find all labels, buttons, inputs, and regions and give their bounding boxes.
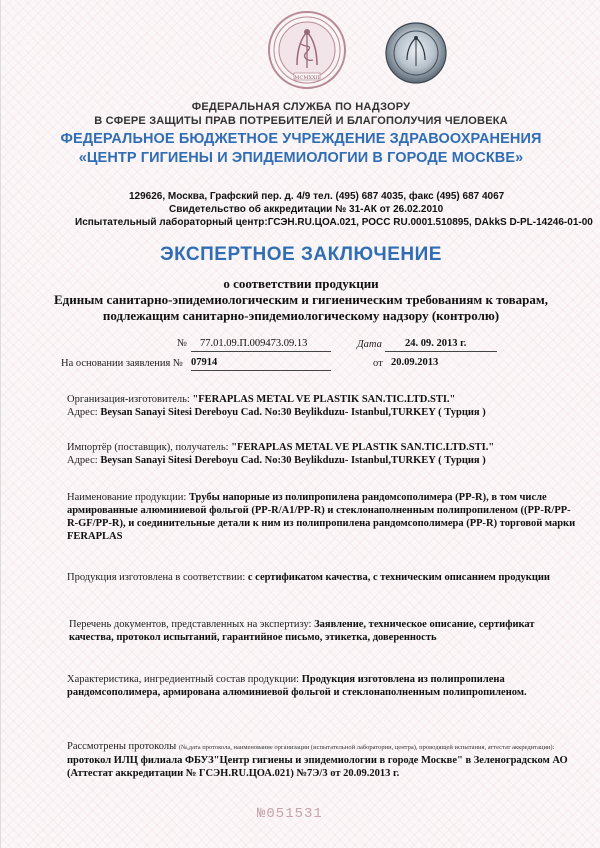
application-label: На основании заявления №	[61, 358, 183, 369]
application-date-label: от	[373, 358, 383, 369]
product-name: Трубы напорные из полипропилена рандомсополимера (PP-R), в том числе армированные алюминиевой фольгой (PP-R/A1/PP-R) и стеклонаполненным полипропиленом ((PP-R/PP-R-GF/PP-R), и соединительные детали к ним из полипропилена рандомсополимера (PP-R) торговой марки FERAPLAS	[67, 492, 576, 542]
documents-label: Перечень документов, представленных на экспертизу:	[69, 619, 312, 630]
lab-center-info: Испытательный лабораторный центр:ГСЭН.RU.ЦОА.021, РОСС RU.0001.510895, DAkkS D-PL-14246-01-00	[75, 217, 593, 228]
manufacturer-name: "FERAPLAS METAL VE PLASTIK SAN.TIC.LTD.STI."	[192, 394, 456, 405]
subtitle-line-1: о соответствии продукции	[223, 276, 379, 291]
manufactured-block	[67, 571, 577, 584]
characteristics-label: Характеристика, ингредиентный состав продукции:	[67, 674, 300, 685]
manufactured-value: с сертификатом качества, с техническим описанием продукции	[247, 572, 550, 583]
characteristics-block	[67, 673, 577, 699]
hologram-seal-icon	[385, 22, 447, 84]
organization-address: 129626, Москва, Графский пер. д. 4/9 тел. (495) 687 4035, факс (495) 687 4067	[129, 191, 505, 202]
manufacturer-label: Организация-изготовитель:	[67, 394, 190, 405]
subtitle-line-2: Единым санитарно-эпидемиологическим и гигиеническим требованиям к товарам,	[54, 292, 548, 307]
protocols-block	[67, 740, 587, 780]
documents-block	[69, 618, 579, 644]
application-number: 07914	[191, 357, 218, 368]
conclusion-number: 77.01.09.П.009473.09.13	[200, 338, 308, 349]
ministry-line-1: ФЕДЕРАЛЬНАЯ СЛУЖБА ПО НАДЗОРУ	[191, 101, 411, 113]
document-title: ЭКСПЕРТНОЕ ЗАКЛЮЧЕНИЕ	[160, 244, 442, 265]
importer-name: "FERAPLAS METAL VE PLASTIK SAN.TIC.LTD.STI."	[231, 442, 495, 453]
date-underline	[385, 351, 497, 352]
characteristics-value: Продукция изготовлена из полипропилена рандомсополимера, армирована алюминиевой фольгой и стеклонаполненным полипропиленом.	[67, 674, 527, 698]
conclusion-number-underline	[191, 351, 331, 352]
accreditation-certificate: Свидетельство об аккредитации № 31-АК от 26.02.2010	[169, 204, 444, 215]
manufacturer-address-label: Адрес:	[67, 407, 98, 418]
conclusion-number-label: №	[177, 338, 188, 349]
form-serial-number: №051531	[257, 806, 323, 822]
emblem-year-text: MCMXXII	[294, 75, 320, 81]
protocols-label: Рассмотрены протоколы	[67, 741, 177, 752]
importer-address-label: Адрес:	[67, 455, 98, 466]
importer-address: Beysan Sanayi Sitesi Dereboyu Cad. No:30 Beylikduzu- Istanbul,TURKEY ( Турция )	[100, 455, 486, 466]
product-label: Наименование продукции:	[67, 492, 187, 503]
protocols-value: протокол ИЛЦ филиала ФБУЗ"Центр гигиены и эпидемиологии в городе Москве" в Зеленоградском АО (Аттестат аккредитации № ГСЭН.RU.ЦОА.021) №7Э/3 от 20.09.2013 г.	[67, 755, 568, 779]
importer-block	[67, 441, 577, 467]
application-underline	[191, 370, 331, 371]
subtitle-line-3: подлежащим санитарно-эпидемиологическому надзору (контролю)	[102, 308, 500, 323]
organization-name-line-1: ФЕДЕРАЛЬНОЕ БЮДЖЕТНОЕ УЧРЕЖДЕНИЕ ЗДРАВООХРАНЕНИЯ	[60, 131, 542, 147]
date-label: Дата	[357, 339, 382, 350]
manufactured-label: Продукция изготовлена в соответствии:	[67, 572, 246, 583]
manufacturer-block	[67, 393, 577, 419]
protocols-note: (№,дата протокола, наименование организации (испытательной лаборатории, центра), проводящей испытания, аттестат аккредитации):	[178, 744, 555, 751]
documents-value: Заявление, техническое описание, сертификат качества, протокол испытаний, гарантийное письмо, этикетка, доверенность	[69, 619, 535, 643]
application-date: 20.09.2013	[391, 357, 439, 368]
organization-name-line-2: «ЦЕНТР ГИГИЕНЫ И ЭПИДЕМИОЛОГИИ В ГОРОДЕ МОСКВЕ»	[78, 150, 524, 166]
product-block	[67, 491, 577, 543]
ministry-line-2: В СФЕРЕ ЗАЩИТЫ ПРАВ ПОТРЕБИТЕЛЕЙ И БЛАГОПОЛУЧИЯ ЧЕЛОВЕКА	[94, 115, 508, 127]
conclusion-date: 24. 09. 2013 г.	[405, 338, 467, 349]
emblem-seal-icon	[267, 10, 347, 90]
importer-label: Импортёр (поставщик), получатель:	[67, 442, 229, 453]
manufacturer-address: Beysan Sanayi Sitesi Dereboyu Cad. No:30 Beylikduzu- Istanbul,TURKEY ( Турция )	[100, 407, 486, 418]
